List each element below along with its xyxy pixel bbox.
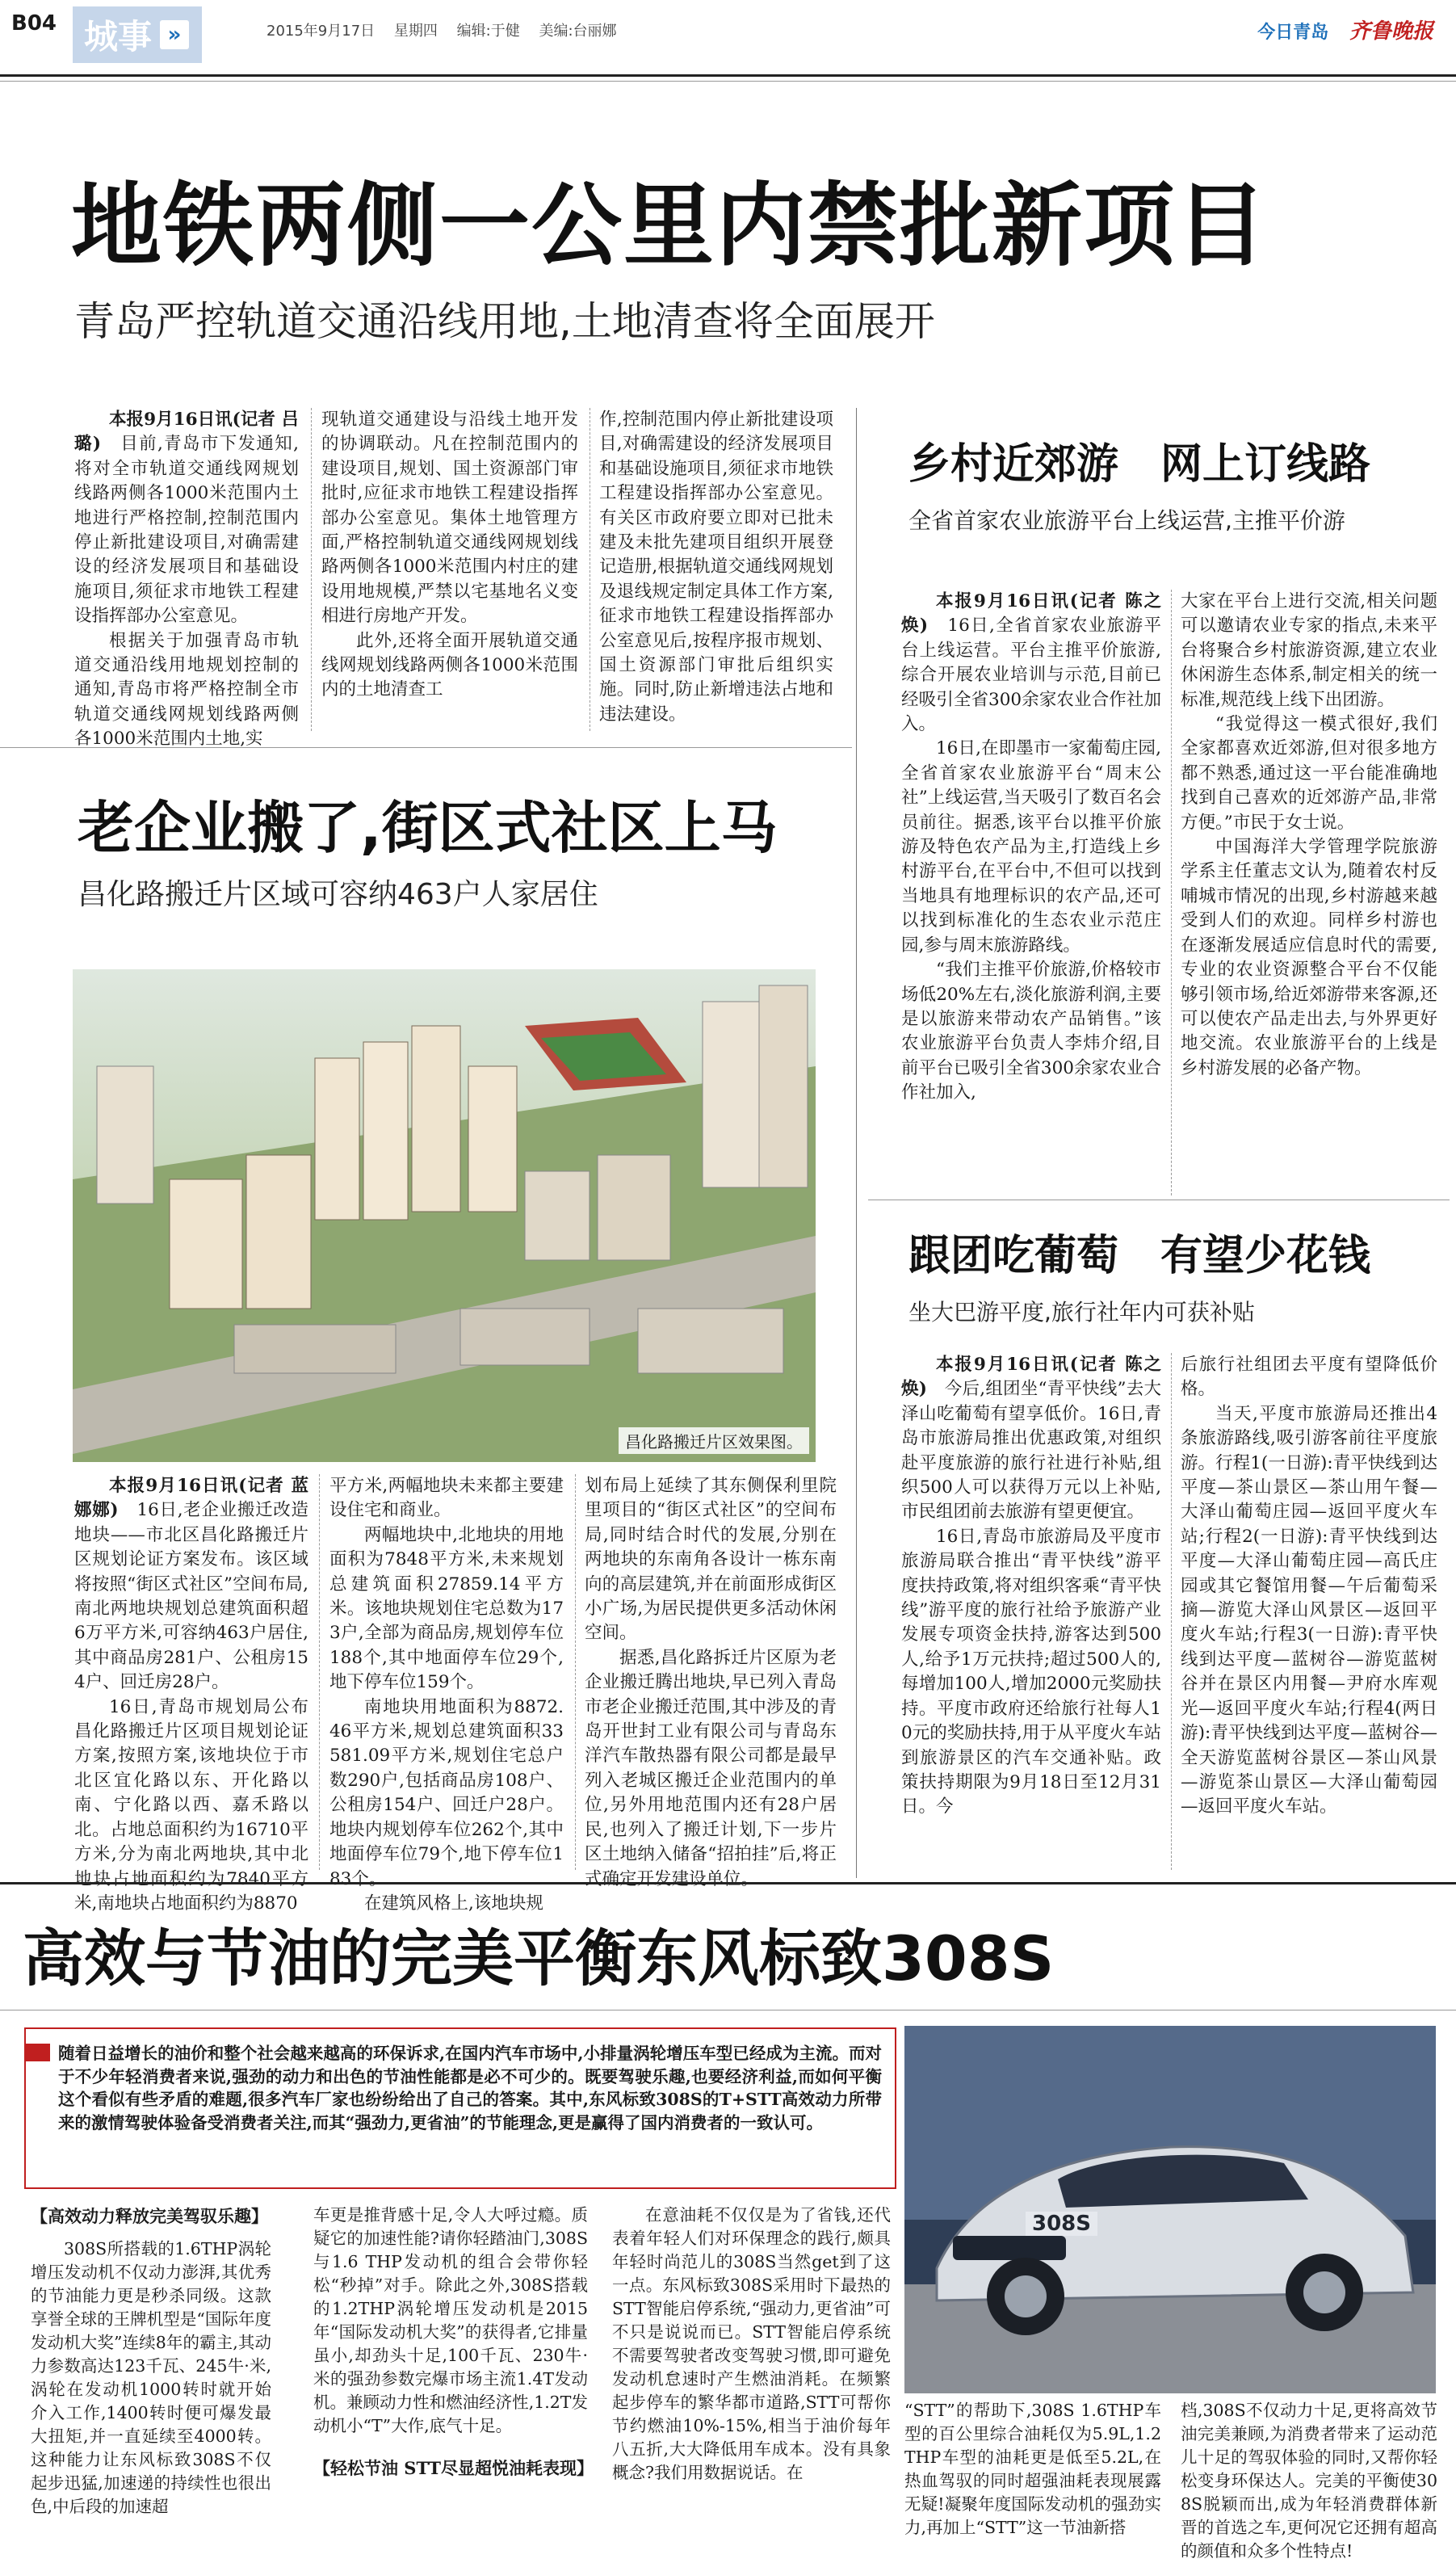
story3-column-2 <box>329 1474 564 1916</box>
paragraph-text: 根据关于加强青岛市轨道交通沿线用地规划控制的通知,青岛市将严格控制全市轨道交通线网规划线路两侧各1000米范围内土地,实 <box>74 630 299 750</box>
issue-meta <box>266 19 631 40</box>
paragraph-text: 划布局上延续了其东侧保利里院里项目的“街区式社区”的空间布局,同时结合时代的发展,分别在两地块的东南角各设计一栋东南向的高层建筑,并在前面形成街区小广场,为居民提供更多活动休闲空间。 <box>585 1476 837 1644</box>
ad-column-4 <box>904 2399 1161 2540</box>
paragraph-text: 16日,老企业搬迁改造地块——市北区昌化路搬迁片区规划论证方案发布。该区域将按照“街区式社区”空间布局,南北两地块规划总建筑面积超6万平方米,可容纳463户居住,其中商品房281户、公租房154户、回迁房28户。 <box>74 1500 308 1693</box>
story2-column-2 <box>1181 590 1437 1081</box>
section-divider <box>856 408 857 1878</box>
article-paragraph <box>585 1474 837 1646</box>
dateline: 本报9月16日讯(记者 陈之焕) <box>901 591 1161 637</box>
column-divider <box>311 408 312 731</box>
dateline: 本报9月16日讯(记者 陈之焕) <box>901 1355 1161 1400</box>
article-paragraph <box>74 408 299 629</box>
article-paragraph <box>901 958 1161 1105</box>
paragraph-text: 两幅地块中,北地块的用地面积为7848平方米,未来规划总建筑面积27859.14平方米。该地块规划住宅总数为173户,全部为商品房,规划停车位188个,其中地面停车位29个,地下停车位159个。 <box>329 1524 564 1693</box>
article-paragraph <box>74 1474 308 1695</box>
column-divider <box>575 1474 576 1870</box>
aerial-rendering <box>73 969 816 1462</box>
story1-column-2 <box>321 408 578 703</box>
story4-column-1 <box>901 1353 1161 1820</box>
article-paragraph <box>329 1474 564 1523</box>
ad-intro: 随着日益增长的油价和整个社会越来越高的环保诉求,在国内汽车市场中,小排量涡轮增压车型已经成为主流。而对于不少年轻消费者来说,强劲的动力和出色的节油性能都是必不可少的。既要驾驶乐趣,也要经济利益,而如何平衡这个看似有些矛盾的难题,很多汽车厂家也纷纷给出了自己的答案。其中,东风标致308S的T+STT高效动力所带来的激情驾驶体验备受消费者关注,而其“强劲力,更省油”的节能理念,更是赢得了国内消费者的一致认可。 <box>58 2044 882 2132</box>
header-rule-thin <box>0 81 1456 82</box>
car-photo <box>904 2026 1436 2393</box>
article-paragraph <box>901 737 1161 958</box>
story1-column-1 <box>74 408 299 752</box>
paragraph-text: 目前,青岛市下发通知,将对全市轨道交通线网规划线路两侧各1000米范围内土地进行严格控制,控制范围内停止新批建设项目,对确需建设的经济发展项目和基础设施项目,须征求市地铁工程建设指挥部办公室意见。 <box>74 434 299 627</box>
editor-credit: 编辑:于健 <box>456 23 520 40</box>
story3-column-1 <box>74 1474 308 1916</box>
ad-column-1 <box>31 2237 271 2519</box>
paragraph-text: 作,控制范围内停止新批建设项目,对确需建设的经济发展项目和基础设施项目,须征求市地铁工程建设指挥部办公室意见。有关区市政府要立即对已批未建及未批先建项目组织开展登记造册,根据轨道交通线网规划及退线规定制定具体工作方案,征求市地铁工程建设指挥部办公室意见后,按程序报市规划、国土资源部门审批后组织实施。同时,防止新增违法占地和违法建设。 <box>599 410 833 725</box>
dateline: 本报9月16日讯(记者 吕璐) <box>74 410 299 455</box>
article-paragraph <box>321 629 578 703</box>
story3-headline: 老企业搬了,街区式社区上马 <box>78 795 778 861</box>
story4-column-2 <box>1181 1353 1437 1820</box>
header-rule <box>0 74 1456 77</box>
page-number: B04 <box>11 11 57 36</box>
car-badge: 308S <box>1026 2212 1097 2236</box>
article-paragraph <box>329 1695 564 1892</box>
ad-paragraph: 在意油耗不仅仅是为了省钱,还代表着年轻人们对环保理念的践行,颇具年轻时尚范儿的308S当然get到了这一点。东风标致308S采用时下最热的STT智能启停系统,“强动力,更省油”可不只是说说而已。STT智能启停系统不需要驾驶者改变驾驶习惯,即可避免发动机怠速时产生燃油消耗。在频繁起步停车的繁华都市道路,STT可帮你节约燃油10%-15%,相当于油价每年八五折,大大降低用车成本。没有具象概念?我们用数据说话。在 <box>612 2205 891 2482</box>
ad-column-5 <box>1181 2399 1437 2563</box>
paragraph-text: 南地块用地面积为8872.46平方米,规划总建筑面积33581.09平方米,规划住宅总户数290户,包括商品房108户、公租房154户、回迁户28户。地块内规划停车位262个,其中地面停车位79个,地下停车位183个。 <box>329 1696 564 1889</box>
paragraph-text: 中国海洋大学管理学院旅游学系主任董志文认为,随着农村反哺城市情况的出现,乡村游越来越受到人们的欢迎。同样乡村游也在逐渐发展适应信息时代的需要,专业的农业资源整合平台不仅能够引领市场,给近郊游带来客源,还可以使农产品走出去,与外界更好地交流。农业旅游平台的上线是乡村游发展的必备产物。 <box>1181 837 1437 1078</box>
column-divider <box>1171 1353 1172 1870</box>
issue-date: 2015年9月17日 <box>266 23 376 40</box>
paragraph-text: 16日,青岛市规划局公布昌化路搬迁片区项目规划论证方案,按照方案,该地块位于市北区宜化路以东、开化路以南、宁化路以西、嘉禾路以北。占地总面积约为16710平方米,分为南北两地块,其中北地块占地面积约为7840平方米,南地块占地面积约为8870 <box>74 1696 308 1914</box>
story4-headline: 跟团吃葡萄 有望少花钱 <box>908 1232 1371 1280</box>
article-paragraph <box>1181 1353 1437 1402</box>
paragraph-text: 当天,平度市旅游局还推出4条旅游路线,吸引游客前往平度旅游。行程1(一日游):青平快线到达平度—茶山景区—茶山用午餐—大泽山葡萄庄园—返回平度火车站;行程2(一日游):青平快线到达平度—大泽山葡萄庄园—高氏庄园或其它餐馆用餐—午后葡萄采摘—游览大泽山风景区—返回平度火车站;行程3(一日游):青平快线到达平度—蓝树谷—游览蓝树谷并在景区内用餐—尹府水库观光—返回平度火车站;行程4(两日游):青平快线到达平度—蓝树谷—全天游览蓝树谷景区—茶山风景—游览茶山景区—大泽山葡萄园—返回平度火车站。 <box>1181 1403 1437 1817</box>
section-title: 城事 <box>84 17 153 57</box>
ad-top-rule <box>0 1882 1456 1884</box>
story1-headline: 地铁两侧一公里内禁批新项目 <box>71 174 1268 279</box>
story3-column-3 <box>585 1474 837 1892</box>
ad-column-2 <box>313 2204 588 2438</box>
article-paragraph <box>901 1525 1161 1820</box>
ad-column-3 <box>612 2204 891 2485</box>
ad-intro-box <box>24 2027 896 2189</box>
story2-column-1 <box>901 590 1161 1106</box>
paragraph-text: “我们主推平价旅游,价格较市场低20%左右,淡化旅游利润,主要是以旅游来带动农产品销售。”该农业旅游平台负责人李炜介绍,目前平台已吸引全省300余家农业合作社加入, <box>901 960 1161 1103</box>
article-paragraph <box>599 408 833 727</box>
article-paragraph <box>901 1353 1161 1525</box>
article-paragraph <box>1181 712 1437 835</box>
article-paragraph <box>901 590 1161 737</box>
dateline: 本报9月16日讯(记者 蓝娜娜) <box>74 1476 308 1521</box>
paragraph-text: 在建筑风格上,该地块规 <box>364 1893 543 1914</box>
ad-section-tag: 【轻松节油 STT尽显超悦油耗表现】 <box>313 2458 594 2478</box>
ad-section-tag: 【高效动力释放完美驾驭乐趣】 <box>31 2206 268 2226</box>
article-paragraph <box>329 1892 564 1916</box>
column-divider <box>1171 590 1172 1195</box>
city-label: 今日青岛 <box>1257 23 1329 43</box>
story4-subhead: 坐大巴游平度,旅行社年内可获补贴 <box>908 1299 1255 1326</box>
column-divider <box>319 1474 320 1870</box>
issue-weekday: 星期四 <box>393 23 438 40</box>
article-paragraph <box>1181 835 1437 1081</box>
article-paragraph <box>74 629 299 752</box>
paper-logo: 齐鲁晚报 <box>1349 19 1433 44</box>
ad-intro-marker <box>26 2044 50 2061</box>
article-paragraph <box>1181 1402 1437 1820</box>
article-paragraph <box>1181 590 1437 712</box>
development-rendering-image <box>73 969 816 1462</box>
masthead-right <box>1257 15 1433 44</box>
paragraph-text: 此外,还将全面开展轨道交通线网规划线路两侧各1000米范围内的土地清查工 <box>321 630 578 700</box>
car-image <box>904 2026 1436 2393</box>
ad-paragraph: 308S所搭载的1.6THP涡轮增压发动机不仅动力澎湃,其优秀的节油能力更是秒杀同级。这款享誉全球的王牌机型是“国际年度发动机大奖”连续8年的霸主,其动力参数高达123千瓦、245牛·米,涡轮在发动机1000转时就开始介入工作,1400转时便可爆发最大扭矩,并一直延续至4000转。这种能力让东风标致308S不仅起步迅猛,加速递的持续性也很出色,中后段的加速超 <box>31 2239 271 2516</box>
photo-caption: 昌化路搬迁片区效果图。 <box>619 1427 809 1454</box>
ad-paragraph: “STT”的帮助下,308S 1.6THP车型的百公里综合油耗仅为5.9L,1.2THP车型的油耗更是低至5.2L,在热血驾驭的同时超强油耗表现展露无疑!凝聚年度国际发动机的强劲实力,再加上“STT”这一节油新搭 <box>904 2401 1161 2537</box>
story3-subhead: 昌化路搬迁片区域可容纳463户人家居住 <box>78 878 598 911</box>
ad-paragraph: 车更是推背感十足,令人大呼过瘾。质疑它的加速性能?请你轻踏油门,308S与1.6 THP发动机的组合会带你轻松“秒掉”对手。除此之外,308S搭载的1.2THP涡轮增压发动机是2015年“国际发动机大奖”的获得者,它排量虽小,却劲头十足,100千瓦、230牛·米的强劲参数完爆市场主流1.4T发动机。兼顾动力性和燃油经济性,1.2T发动机小“T”大作,底气十足。 <box>313 2205 588 2435</box>
paragraph-text: 现轨道交通建设与沿线土地开发的协调联动。凡在控制范围内的建设项目,规划、国土资源部门审批时,应征求市地铁工程建设指挥部办公室意见。集体土地管理方面,严格控制轨道交通线网规划线路两侧各1000米范围内村庄的建设用地规模,严禁以宅基地名义变相进行房地产开发。 <box>321 410 578 627</box>
story2-subhead: 全省首家农业旅游平台上线运营,主推平价游 <box>908 507 1345 534</box>
article-paragraph <box>585 1646 837 1892</box>
article-paragraph <box>329 1523 564 1695</box>
article-paragraph <box>321 408 578 629</box>
story1-subhead: 青岛严控轨道交通沿线用地,土地清查将全面展开 <box>74 298 935 345</box>
art-editor-credit: 美编:台丽娜 <box>539 23 617 40</box>
paragraph-text: 平方米,两幅地块未来都主要建设住宅和商业。 <box>329 1476 564 1521</box>
paragraph-text: 16日,全省首家农业旅游平台上线运营。平台主推平价旅游,综合开展农业培训与示范,目前已经吸引全省300余家农业合作社加入。 <box>901 616 1161 735</box>
ad-paragraph: 档,308S不仅动力十足,更将高效节油完美兼顾,为消费者带来了运动范儿十足的驾驭体验的同时,又帮你轻松变身环保达人。完美的平衡使308S脱颖而出,成为年轻消费群体新晋的首选之车,更何况它还拥有超高的颜值和众多个性特点! <box>1181 2401 1437 2561</box>
chevron-right-icon: » <box>160 20 189 49</box>
paragraph-text: 16日,在即墨市一家葡萄庄园,全省首家农业旅游平台“周末公社”上线运营,当天吸引了数百名会员前往。据悉,该平台以推平价旅游及特色农产品为主,打造线上乡村游平台,在平台中,不但可以找到当地具有地理标识的农产品,还可以找到标准化的生态农业示范庄园,参与周末旅游路线。 <box>901 738 1161 956</box>
section-banner <box>73 6 202 63</box>
paragraph-text: 据悉,昌化路拆迁片区原为老企业搬迁腾出地块,早已列入青岛市老企业搬迁范围,其中涉及的青岛开世封工业有限公司与青岛东洋汽车散热器有限公司都是最早列入老城区搬迁企业范围内的单位,另外用地范围内还有28户居民,也列入了搬迁计划,下一步片区土地纳入储备“招拍挂”后,将正式确定开发建设单位。 <box>585 1647 837 1889</box>
paragraph-text: 今后,组团坐“青平快线”去大泽山吃葡萄有望享低价。16日,青岛市旅游局推出优惠政策,对组织赴平度旅游的旅行社进行补贴,组织500人可以获得万元以上补贴,市民组团前去旅游有望更便宜。 <box>901 1379 1161 1523</box>
paragraph-text: 后旅行社组团去平度有望降低价格。 <box>1181 1355 1437 1400</box>
section-rule <box>0 747 852 748</box>
story2-headline: 乡村近郊游 网上订线路 <box>908 440 1371 489</box>
paragraph-text: 16日,青岛市旅游局及平度市旅游局联合推出“青平快线”游平度扶持政策,将对组织客乘“青平快线”游平度的旅行社给予旅游产业发展专项资金扶持,游客达到500人,给予1万元扶持;超过500人的,每增加100人,增加2000元奖励扶持。平度市政府还给旅行社每人10元的奖励扶持,用于从平度火车站到旅游景区的汽车交通补贴。政策扶持期限为9月18日至12月31日。今 <box>901 1526 1161 1817</box>
story1-column-3 <box>599 408 833 727</box>
ad-headline: 高效与节油的完美平衡东风标致308S <box>23 1922 1055 1994</box>
paragraph-text: 大家在平台上进行交流,相关问题可以邀请农业专家的指点,未来平台将聚合乡村旅游资源,建立农业休闲游生态体系,制定相关的统一标准,规范线上线下出团游。 <box>1181 591 1437 710</box>
paragraph-text: “我觉得这一模式很好,我们全家都喜欢近郊游,但对很多地方都不熟悉,通过这一平台能准确地找到自己喜欢的近郊游产品,非常方便。”市民于女士说。 <box>1181 714 1437 833</box>
